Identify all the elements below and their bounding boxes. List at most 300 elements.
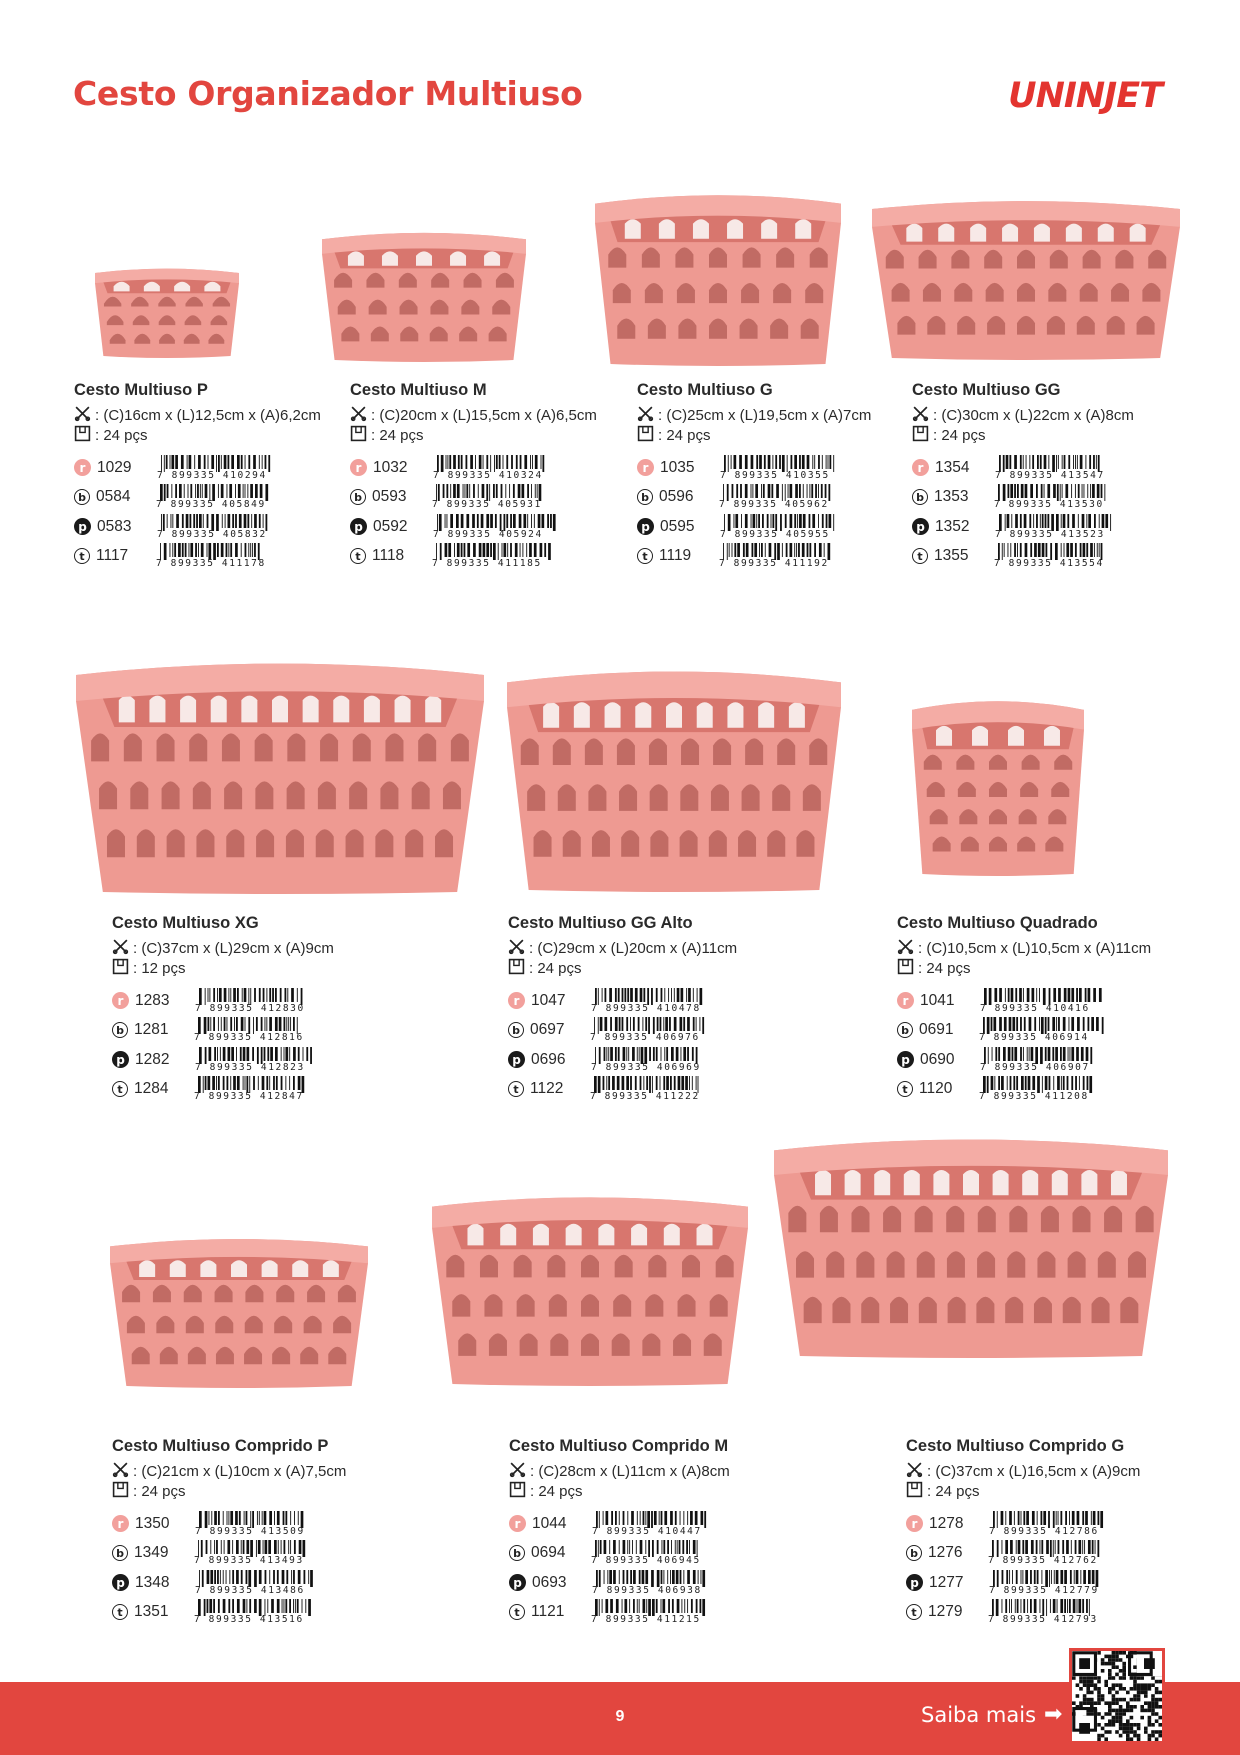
barcode-number: 7 899335 405924: [433, 528, 543, 540]
quantity-text: : 24 pçs: [918, 959, 971, 977]
code-row: [112, 1509, 377, 1539]
p-circle-icon: p: [112, 1051, 129, 1068]
b-circle-icon: b: [637, 489, 653, 505]
product-quantity: [637, 425, 902, 445]
barcode: [194, 1599, 319, 1625]
basket-image: [593, 194, 843, 371]
code-row: [508, 986, 773, 1016]
product-dimensions: [637, 405, 902, 425]
barcode: [156, 543, 281, 569]
product-code: 1281: [134, 1021, 169, 1039]
product-code: 1350: [135, 1514, 170, 1532]
b-circle-icon: b: [508, 1022, 524, 1038]
code-list: [912, 453, 1177, 571]
barcode-number: 7 899335 411185: [432, 558, 542, 570]
product-name: Cesto Multiuso GG Alto: [508, 914, 693, 932]
barcode-number: 7 899335 413554: [994, 558, 1104, 570]
product-name: Cesto Multiuso XG: [112, 914, 259, 932]
product-code: 1353: [934, 488, 969, 506]
basket-image: [320, 232, 528, 367]
barcode-number: 7 899335 410324: [433, 469, 543, 481]
barcode: [432, 484, 557, 510]
product-name: Cesto Multiuso M: [350, 381, 487, 399]
product-dimensions: [508, 938, 773, 958]
r-circle-icon: r: [906, 1515, 923, 1532]
barcode-number: 7 899335 411215: [591, 1614, 701, 1626]
p-circle-icon: p: [897, 1051, 914, 1068]
product-code: 1279: [928, 1603, 963, 1621]
product-code: 1041: [920, 991, 955, 1009]
basket-image: [870, 200, 1182, 365]
barcode-number: 7 899335 410478: [591, 1002, 701, 1014]
b-circle-icon: b: [509, 1545, 525, 1561]
t-circle-icon: t: [508, 1081, 524, 1097]
barcode-number: 7 899335 405931: [432, 499, 542, 511]
code-row: [112, 1075, 377, 1105]
code-list: [897, 986, 1162, 1104]
barcode: [195, 1047, 320, 1073]
product-code: 1354: [935, 458, 970, 476]
box-icon: [912, 425, 933, 446]
barcode-number: 7 899335 412823: [195, 1061, 305, 1073]
barcode: [592, 1511, 717, 1537]
page-title: Cesto Organizador Multiuso: [73, 74, 583, 113]
code-list: [509, 1509, 774, 1627]
product-code: 0693: [532, 1573, 567, 1591]
barcode: [590, 1017, 715, 1043]
dimensions-text: : (C)29cm x (L)20cm x (A)11cm: [529, 939, 738, 957]
p-circle-icon: p: [912, 518, 929, 535]
barcode: [720, 514, 845, 540]
code-row: [112, 1045, 377, 1075]
barcode: [194, 1017, 319, 1043]
code-row: [906, 1598, 1171, 1628]
barcode: [995, 455, 1120, 481]
barcode-number: 7 899335 412830: [195, 1002, 305, 1014]
p-circle-icon: p: [906, 1574, 923, 1591]
product-name: Cesto Multiuso Comprido G: [906, 1437, 1125, 1455]
saiba-mais-label: Saiba mais: [921, 1702, 1037, 1727]
t-circle-icon: t: [112, 1604, 128, 1620]
saiba-mais-link[interactable]: [921, 1702, 1062, 1727]
product-name: Cesto Multiuso Comprido P: [112, 1437, 329, 1455]
dimensions-text: : (C)37cm x (L)16,5cm x (A)9cm: [927, 1462, 1141, 1480]
code-row: [508, 1045, 773, 1075]
scissors-dimension-icon: [350, 405, 371, 426]
product-quantity: [906, 1481, 1171, 1501]
t-circle-icon: t: [509, 1604, 525, 1620]
scissors-dimension-icon: [508, 938, 529, 959]
barcode: [592, 1570, 717, 1596]
b-circle-icon: b: [912, 489, 928, 505]
r-circle-icon: r: [112, 992, 129, 1009]
product-name: Cesto Multiuso Quadrado: [897, 914, 1098, 932]
scissors-dimension-icon: [912, 405, 933, 426]
box-icon: [112, 1481, 133, 1502]
product-code: 1120: [919, 1080, 953, 1098]
barcode-number: 7 899335 405962: [719, 499, 829, 511]
barcode-number: 7 899335 411178: [156, 558, 266, 570]
barcode-number: 7 899335 413523: [995, 528, 1105, 540]
product-code: 1117: [96, 547, 129, 565]
r-circle-icon: r: [508, 992, 525, 1009]
code-row: [509, 1598, 774, 1628]
barcode-number: 7 899335 413530: [994, 499, 1104, 511]
product-code: 1122: [530, 1080, 564, 1098]
product-dimensions: [906, 1461, 1171, 1481]
code-list: [508, 986, 773, 1104]
barcode: [995, 514, 1120, 540]
code-row: [509, 1509, 774, 1539]
product-code: 0596: [659, 488, 694, 506]
b-circle-icon: b: [74, 489, 90, 505]
barcode: [720, 455, 845, 481]
code-row: [74, 453, 339, 483]
product-quantity: [897, 958, 1162, 978]
code-row: [897, 1075, 1162, 1105]
product-name: Cesto Multiuso G: [637, 381, 773, 399]
t-circle-icon: t: [906, 1604, 922, 1620]
barcode: [980, 988, 1105, 1014]
product-code: 1035: [660, 458, 695, 476]
barcode-number: 7 899335 411192: [719, 558, 829, 570]
footer-bar: [0, 1682, 1240, 1755]
box-icon: [350, 425, 371, 446]
barcode-number: 7 899335 410294: [157, 469, 267, 481]
barcode: [433, 455, 558, 481]
product-code: 1121: [531, 1603, 565, 1621]
product-quantity: [74, 425, 339, 445]
product-code: 0691: [919, 1021, 954, 1039]
barcode-number: 7 899335 412847: [194, 1091, 304, 1103]
t-circle-icon: t: [897, 1081, 913, 1097]
scissors-dimension-icon: [112, 938, 133, 959]
r-circle-icon: r: [350, 459, 367, 476]
b-circle-icon: b: [897, 1022, 913, 1038]
r-circle-icon: r: [637, 459, 654, 476]
barcode-number: 7 899335 412816: [194, 1032, 304, 1044]
quantity-text: : 24 pçs: [95, 426, 148, 444]
quantity-text: : 24 pçs: [933, 426, 986, 444]
dimensions-text: : (C)30cm x (L)22cm x (A)8cm: [933, 406, 1134, 424]
barcode: [194, 1540, 319, 1566]
barcode: [989, 1511, 1114, 1537]
product-code: 1047: [531, 991, 566, 1009]
scissors-dimension-icon: [74, 405, 95, 426]
p-circle-icon: p: [508, 1051, 525, 1068]
barcode: [195, 1511, 320, 1537]
code-row: [112, 1539, 377, 1569]
barcode: [591, 988, 716, 1014]
product-code: 1355: [934, 547, 969, 565]
barcode: [591, 1599, 716, 1625]
product-dimensions: [112, 938, 377, 958]
product-name: Cesto Multiuso Comprido M: [509, 1437, 729, 1455]
product-quantity: [509, 1481, 774, 1501]
basket-image: [74, 662, 486, 899]
product-block: [112, 914, 377, 1104]
product-code: 1282: [135, 1050, 170, 1068]
product-dimensions: [350, 405, 615, 425]
product-code: 0584: [96, 488, 131, 506]
product-block: [112, 1437, 377, 1627]
t-circle-icon: t: [74, 548, 90, 564]
barcode-number: 7 899335 410355: [720, 469, 830, 481]
quantity-text: : 24 pçs: [658, 426, 711, 444]
product-code: 1118: [372, 547, 405, 565]
b-circle-icon: b: [906, 1545, 922, 1561]
p-circle-icon: p: [74, 518, 91, 535]
p-circle-icon: p: [637, 518, 654, 535]
page-number: 9: [615, 1708, 625, 1725]
code-list: [906, 1509, 1171, 1627]
product-code: 1029: [97, 458, 132, 476]
product-code: 1032: [373, 458, 408, 476]
code-row: [912, 483, 1177, 513]
barcode: [719, 484, 844, 510]
product-code: 1044: [532, 1514, 567, 1532]
brand-logo: UNINJET: [1008, 76, 1162, 116]
dimensions-text: : (C)20cm x (L)15,5cm x (A)6,5cm: [371, 406, 597, 424]
quantity-text: : 24 pçs: [371, 426, 424, 444]
product-code: 0694: [531, 1544, 566, 1562]
barcode: [988, 1599, 1113, 1625]
p-circle-icon: p: [350, 518, 367, 535]
scissors-dimension-icon: [637, 405, 658, 426]
p-circle-icon: p: [509, 1574, 526, 1591]
code-row: [906, 1568, 1171, 1598]
t-circle-icon: t: [112, 1081, 128, 1097]
barcode-number: 7 899335 406976: [590, 1032, 700, 1044]
barcode: [195, 1570, 320, 1596]
product-code: 0697: [530, 1021, 565, 1039]
barcode-number: 7 899335 410447: [592, 1525, 702, 1537]
product-code: 1278: [929, 1514, 964, 1532]
barcode-number: 7 899335 412762: [988, 1555, 1098, 1567]
code-row: [112, 1598, 377, 1628]
barcode: [980, 1047, 1105, 1073]
barcode-number: 7 899335 406969: [591, 1061, 701, 1073]
product-code: 1348: [135, 1573, 170, 1591]
quantity-text: : 24 pçs: [927, 1482, 980, 1500]
barcode: [195, 988, 320, 1014]
product-name: Cesto Multiuso P: [74, 381, 208, 399]
r-circle-icon: r: [509, 1515, 526, 1532]
box-icon: [906, 1481, 927, 1502]
barcode: [591, 1047, 716, 1073]
code-row: [508, 1016, 773, 1046]
product-dimensions: [912, 405, 1177, 425]
r-circle-icon: r: [912, 459, 929, 476]
product-dimensions: [509, 1461, 774, 1481]
quantity-text: : 24 pçs: [529, 959, 582, 977]
t-circle-icon: t: [637, 548, 653, 564]
code-list: [74, 453, 339, 571]
code-row: [637, 483, 902, 513]
quantity-text: : 24 pçs: [530, 1482, 583, 1500]
product-code: 0593: [372, 488, 407, 506]
basket-image: [108, 1238, 370, 1393]
barcode-number: 7 899335 406938: [592, 1584, 702, 1596]
code-row: [509, 1568, 774, 1598]
product-code: 1284: [134, 1080, 169, 1098]
barcode-number: 7 899335 405849: [156, 499, 266, 511]
code-row: [112, 986, 377, 1016]
b-circle-icon: b: [350, 489, 366, 505]
barcode: [157, 455, 282, 481]
code-row: [912, 512, 1177, 542]
product-code: 0583: [97, 517, 132, 535]
code-list: [637, 453, 902, 571]
barcode: [194, 1076, 319, 1102]
product-code: 0595: [660, 517, 695, 535]
product-quantity: [112, 1481, 377, 1501]
barcode-number: 7 899335 413509: [195, 1525, 305, 1537]
code-row: [906, 1539, 1171, 1569]
code-list: [112, 1509, 377, 1627]
barcode: [591, 1540, 716, 1566]
barcode: [979, 1017, 1104, 1043]
barcode: [979, 1076, 1104, 1102]
t-circle-icon: t: [350, 548, 366, 564]
code-row: [74, 483, 339, 513]
product-block: [637, 381, 902, 571]
code-row: [350, 512, 615, 542]
code-row: [897, 1045, 1162, 1075]
product-code: 0696: [531, 1050, 566, 1068]
code-row: [112, 1568, 377, 1598]
barcode: [994, 543, 1119, 569]
box-icon: [637, 425, 658, 446]
box-icon: [74, 425, 95, 446]
dimensions-text: : (C)10,5cm x (L)10,5cm x (A)11cm: [918, 939, 1152, 957]
barcode-number: 7 899335 413516: [194, 1614, 304, 1626]
dimensions-text: : (C)28cm x (L)11cm x (A)8cm: [530, 1462, 730, 1480]
product-code: 1283: [135, 991, 170, 1009]
barcode-number: 7 899335 413486: [195, 1584, 305, 1596]
product-dimensions: [112, 1461, 377, 1481]
code-row: [897, 986, 1162, 1016]
barcode: [994, 484, 1119, 510]
qr-code-icon[interactable]: [1069, 1648, 1165, 1744]
dimensions-text: : (C)21cm x (L)10cm x (A)7,5cm: [133, 1462, 347, 1480]
box-icon: [897, 958, 918, 979]
product-block: [906, 1437, 1171, 1627]
barcode-number: 7 899335 406945: [591, 1555, 701, 1567]
barcode-number: 7 899335 411222: [590, 1091, 700, 1103]
product-code: 0690: [920, 1050, 955, 1068]
barcode: [156, 484, 281, 510]
product-code: 1351: [134, 1603, 169, 1621]
scissors-dimension-icon: [112, 1461, 133, 1482]
code-row: [350, 483, 615, 513]
basket-image: [772, 1138, 1170, 1363]
barcode: [433, 514, 558, 540]
scissors-dimension-icon: [509, 1461, 530, 1482]
t-circle-icon: t: [912, 548, 928, 564]
basket-image: [93, 268, 241, 363]
product-block: [897, 914, 1162, 1104]
code-row: [912, 453, 1177, 483]
product-dimensions: [897, 938, 1162, 958]
barcode-number: 7 899335 412779: [989, 1584, 1099, 1596]
dimensions-text: : (C)25cm x (L)19,5cm x (A)7cm: [658, 406, 872, 424]
code-row: [637, 542, 902, 572]
barcode-number: 7 899335 406907: [980, 1061, 1090, 1073]
dimensions-text: : (C)16cm x (L)12,5cm x (A)6,2cm: [95, 406, 321, 424]
product-quantity: [112, 958, 377, 978]
product-block: [509, 1437, 774, 1627]
barcode: [432, 543, 557, 569]
code-row: [906, 1509, 1171, 1539]
product-code: 1277: [929, 1573, 964, 1591]
product-name: Cesto Multiuso GG: [912, 381, 1061, 399]
box-icon: [509, 1481, 530, 1502]
scissors-dimension-icon: [897, 938, 918, 959]
barcode-number: 7 899335 413547: [995, 469, 1105, 481]
barcode-number: 7 899335 413493: [194, 1555, 304, 1567]
barcode-number: 7 899335 412786: [989, 1525, 1099, 1537]
quantity-text: : 24 pçs: [133, 1482, 186, 1500]
product-block: [508, 914, 773, 1104]
code-row: [637, 512, 902, 542]
product-code: 1276: [928, 1544, 963, 1562]
product-quantity: [508, 958, 773, 978]
barcode: [719, 543, 844, 569]
barcode: [988, 1540, 1113, 1566]
product-code: 1352: [935, 517, 970, 535]
code-row: [508, 1075, 773, 1105]
scissors-dimension-icon: [906, 1461, 927, 1482]
b-circle-icon: b: [112, 1022, 128, 1038]
code-row: [350, 542, 615, 572]
p-circle-icon: p: [112, 1574, 129, 1591]
box-icon: [112, 958, 133, 979]
product-block: [350, 381, 615, 571]
code-row: [637, 453, 902, 483]
barcode-number: 7 899335 410416: [980, 1002, 1090, 1014]
r-circle-icon: r: [897, 992, 914, 1009]
r-circle-icon: r: [74, 459, 91, 476]
code-list: [350, 453, 615, 571]
barcode-number: 7 899335 405832: [157, 528, 267, 540]
basket-image: [430, 1196, 750, 1391]
code-row: [112, 1016, 377, 1046]
r-circle-icon: r: [112, 1515, 129, 1532]
code-list: [112, 986, 377, 1104]
box-icon: [508, 958, 529, 979]
code-row: [74, 542, 339, 572]
barcode-number: 7 899335 405955: [720, 528, 830, 540]
product-block: [912, 381, 1177, 571]
product-dimensions: [74, 405, 339, 425]
product-code: 1349: [134, 1544, 169, 1562]
code-row: [350, 453, 615, 483]
product-code: 1119: [659, 547, 692, 565]
code-row: [897, 1016, 1162, 1046]
barcode-number: 7 899335 411208: [979, 1091, 1089, 1103]
barcode: [590, 1076, 715, 1102]
basket-image: [505, 670, 843, 897]
quantity-text: : 12 pçs: [133, 959, 186, 977]
right-arrow-icon: ➡: [1044, 1702, 1063, 1727]
barcode: [157, 514, 282, 540]
barcode: [989, 1570, 1114, 1596]
barcode-number: 7 899335 412793: [988, 1614, 1098, 1626]
code-row: [912, 542, 1177, 572]
b-circle-icon: b: [112, 1545, 128, 1561]
product-code: 0592: [373, 517, 408, 535]
